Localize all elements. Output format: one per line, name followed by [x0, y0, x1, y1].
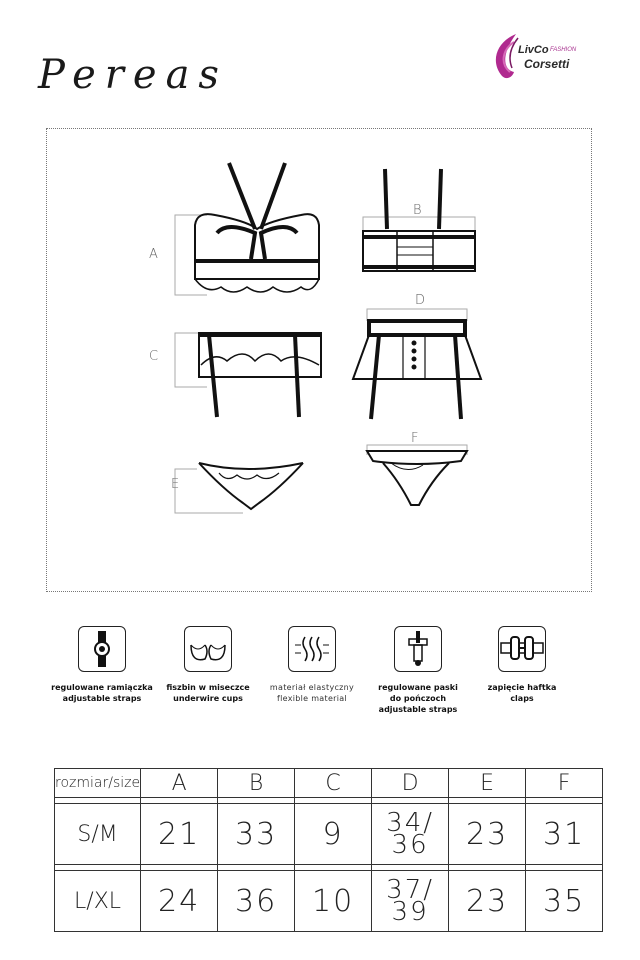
- product-title: Pereas: [38, 52, 228, 98]
- column-header-c: C: [295, 769, 372, 798]
- bra-front-drawing: [195, 163, 319, 292]
- d-value-second: 36: [391, 830, 429, 860]
- table-cell-d: [372, 804, 449, 865]
- feature-5-line1: zapięcie haftka: [487, 683, 557, 692]
- row-size-label: S/M: [55, 804, 141, 865]
- diagram-label-d: D: [415, 293, 426, 308]
- feature-3-line1: materiał elastyczny: [269, 683, 355, 692]
- size-header-label: rozmiar/size: [55, 769, 141, 798]
- feature-3-line2: flexible material: [276, 694, 348, 703]
- thong-back-drawing: [367, 451, 467, 505]
- feature-4-line3: adjustable straps: [378, 705, 458, 714]
- size-table: [54, 768, 603, 932]
- diagram-label-f: F: [411, 431, 419, 446]
- size-table-header: [55, 769, 603, 798]
- logo-fashion: FASHION: [550, 47, 577, 53]
- table-cell: 10: [295, 871, 372, 932]
- bra-back-drawing: [363, 169, 475, 271]
- feature-1-line2: adjustable straps: [62, 694, 142, 703]
- technical-drawing-panel: [46, 128, 592, 592]
- table-cell: 21: [141, 804, 218, 865]
- garter-front-drawing: [199, 333, 321, 417]
- feature-4-line2: do pończoch: [389, 694, 447, 703]
- diagram-label-c: C: [149, 349, 159, 364]
- table-cell: 36: [218, 871, 295, 932]
- garter-back-drawing: [353, 321, 481, 419]
- table-cell: 24: [141, 871, 218, 932]
- feature-hook-clasp: [452, 626, 592, 704]
- d-value-first: 37/: [386, 875, 435, 905]
- feature-1-line1: regulowane ramiączka: [51, 683, 153, 692]
- table-cell: 35: [526, 871, 603, 932]
- elastic-material-icon: [288, 626, 336, 672]
- table-cell: 33: [218, 804, 295, 865]
- column-header-f: F: [526, 769, 603, 798]
- table-cell: 23: [449, 871, 526, 932]
- feature-2-line2: underwire cups: [173, 694, 243, 703]
- adjustable-strap-icon: [78, 626, 126, 672]
- stocking-strap-icon: [394, 626, 442, 672]
- column-header-e: E: [449, 769, 526, 798]
- feature-4-line1: regulowane paski: [378, 683, 458, 692]
- table-cell: 23: [449, 804, 526, 865]
- hook-clasp-icon: [498, 626, 546, 672]
- table-cell: 31: [526, 804, 603, 865]
- column-header-d: D: [372, 769, 449, 798]
- garment-drawings: [47, 129, 593, 593]
- underwire-cups-icon: [184, 626, 232, 672]
- row-size-label: L/XL: [55, 871, 141, 932]
- diagram-label-e: E: [171, 477, 180, 492]
- brand-logo: [488, 28, 598, 88]
- diagram-label-b: B: [413, 203, 422, 218]
- logo-livco: LivCo: [518, 44, 549, 56]
- column-header-a: A: [141, 769, 218, 798]
- table-cell-d: [372, 871, 449, 932]
- d-value-first: 34/: [386, 808, 435, 838]
- d-value-second: 39: [391, 897, 429, 927]
- table-row: [55, 804, 603, 865]
- table-row: [55, 871, 603, 932]
- column-header-b: B: [218, 769, 295, 798]
- feature-5-line2: claps: [510, 694, 534, 703]
- table-cell: 9: [295, 804, 372, 865]
- thong-front-drawing: [199, 463, 303, 509]
- logo-corsetti: Corsetti: [524, 57, 570, 71]
- feature-2-line1: fiszbin w miseczce: [166, 683, 250, 692]
- diagram-label-a: A: [149, 247, 158, 262]
